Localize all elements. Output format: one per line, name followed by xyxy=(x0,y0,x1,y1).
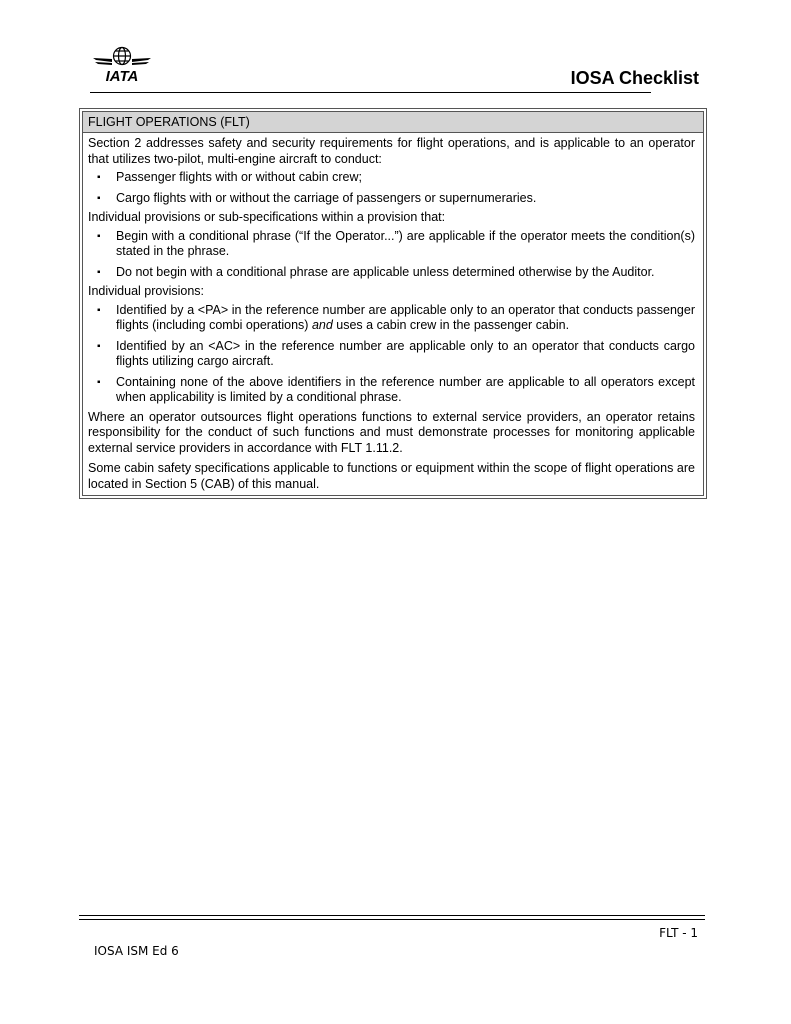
page-number: FLT - 1 xyxy=(659,926,698,940)
iata-logo xyxy=(92,44,152,86)
outsource-paragraph: Where an operator outsources flight operations functions to external service providers, an operator retains responsibility for the conduct of such functions and must demonstrate processes for monitoring applicable external service providers in accordance with FLT 1.11.2. xyxy=(88,409,695,455)
list-item-text: Passenger flights with or without cabin crew; xyxy=(116,170,362,184)
bullet-icon: ▪ xyxy=(97,192,101,204)
section-heading: FLIGHT OPERATIONS (FLT) xyxy=(83,112,703,133)
bullet-icon: ▪ xyxy=(97,172,101,183)
list-item-text: Containing none of the above identifiers in the reference number are applicable to all operators except when applicability is limited by a conditional phrase. xyxy=(116,374,695,404)
document-id: IOSA ISM Ed 6 xyxy=(94,944,179,958)
section-content xyxy=(83,133,703,492)
bullet-icon: ▪ xyxy=(97,376,101,388)
pa-text-before: Identified by a <PA> in the reference number are applicable only to an operator that conducts passenger flights (including combi operations) xyxy=(116,302,695,332)
list-item xyxy=(88,229,695,260)
section-box xyxy=(79,108,707,499)
list-item xyxy=(88,339,695,370)
list-item-text xyxy=(116,303,695,333)
individual-provisions-intro: Individual provisions: xyxy=(88,284,205,298)
bullet-icon: ▪ xyxy=(97,304,101,316)
list-item-text: Cargo flights with or without the carriage of passengers or supernumeraries. xyxy=(116,190,537,205)
bullet-icon: ▪ xyxy=(97,230,101,242)
pa-text-after: uses a cabin crew in the passenger cabin. xyxy=(332,318,570,332)
pa-text-emphasis: and xyxy=(311,318,333,332)
bullet-icon: ▪ xyxy=(97,266,101,278)
cabin-paragraph: Some cabin safety specifications applicable to functions or equipment within the scope of flight operations are located in Section 5 (CAB) of this manual. xyxy=(88,461,695,491)
header-divider xyxy=(90,92,651,93)
provisions-intro: Individual provisions or sub-specifications within a provision that: xyxy=(88,210,446,224)
section-box-inner xyxy=(82,111,704,496)
globe-icon xyxy=(114,48,131,65)
list-item xyxy=(88,265,695,281)
list-item xyxy=(88,170,695,186)
list-item-text: Identified by an <AC> in the reference number are applicable only to an operator that conducts cargo flights utilizing cargo aircraft. xyxy=(116,338,695,368)
footer-divider xyxy=(79,915,705,920)
individual-provision-list xyxy=(88,303,695,406)
conduct-list xyxy=(88,170,695,206)
list-item xyxy=(88,191,695,207)
bullet-icon: ▪ xyxy=(97,340,101,352)
list-item-text: Do not begin with a conditional phrase are applicable unless determined otherwise by the Auditor. xyxy=(116,264,655,279)
provision-list xyxy=(88,229,695,281)
list-item-text: Begin with a conditional phrase (“If the Operator...”) are applicable if the operator meets the condition(s) stated in the phrase. xyxy=(116,228,695,258)
page-title: IOSA Checklist xyxy=(570,68,699,88)
list-item xyxy=(88,375,695,406)
logo-wordmark: IATA xyxy=(105,68,139,85)
intro-paragraph: Section 2 addresses safety and security requirements for flight operations, and is applicable to an operator that utilizes two-pilot, multi-engine aircraft to conduct: xyxy=(88,136,695,166)
list-item xyxy=(88,303,695,334)
